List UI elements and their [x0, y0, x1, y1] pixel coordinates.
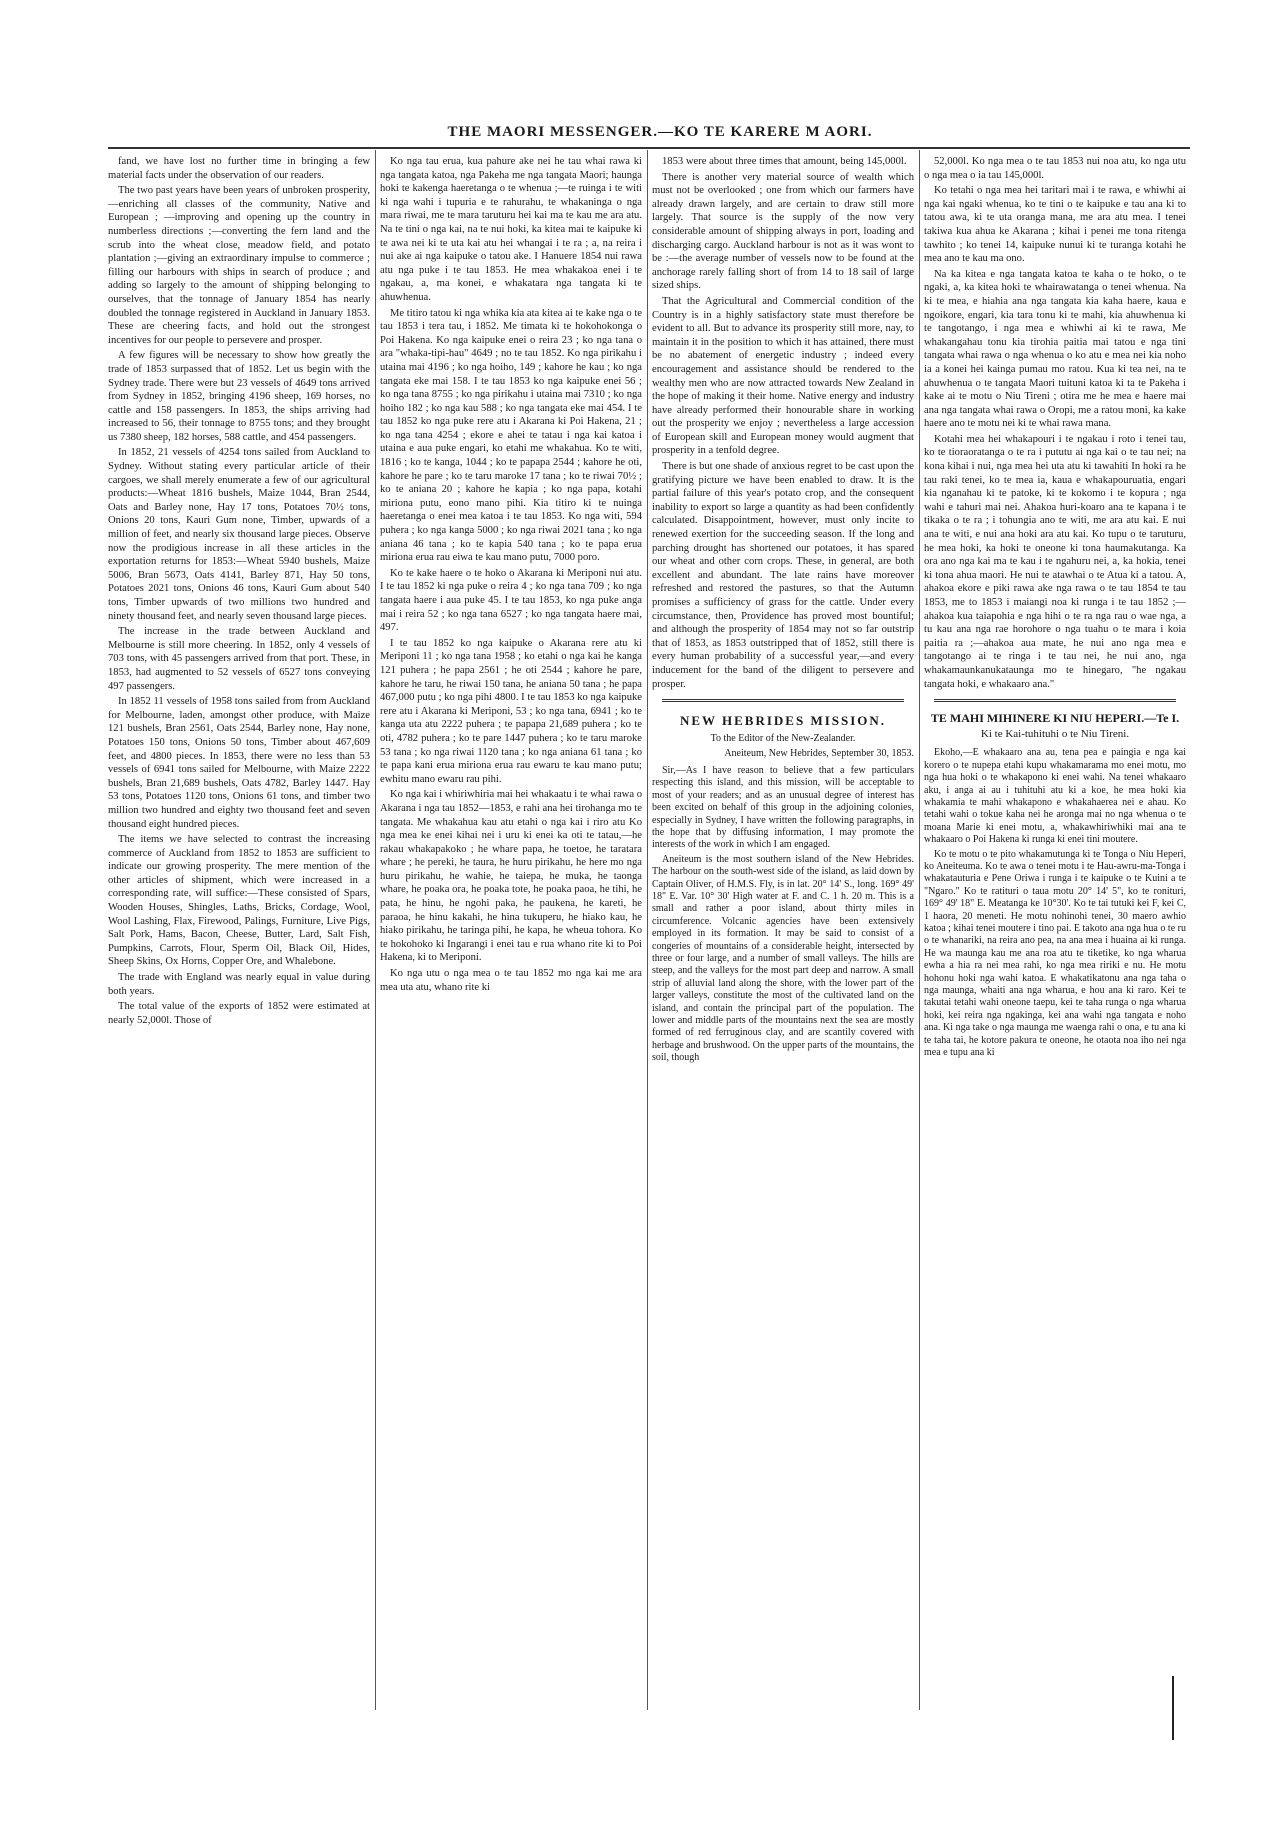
- column-divider: [375, 150, 376, 1710]
- section-rule: [934, 699, 1176, 702]
- masthead-rule: [108, 147, 1190, 149]
- paragraph: The total value of the exports of 1852 were estimated at nearly 52,000l. Those of: [108, 1001, 370, 1026]
- paragraph: There is another very material source of wealth which must not be overlooked ; one from which our farmers have already drawn largely, and are certain to draw still more largely. That source is the supply of the now very considerable amount of shipping always in port, loading and discharging cargo. Auckland harbour is not as it was wont to be :—the average number of vessels now to be found at the anchorage rarely falling short of from 14 to 18 sail of large sized ships.: [652, 171, 914, 292]
- paragraph: Aneiteum is the most southern island of the New Hebrides. The harbour on the south-west side of the island, as laid down by Captain Oliver, of H.M.S. Fly, is in lat. 20° 14' S., long. 169° 49' 18" E. Var. 10° 30' High water at F. and C. 1 h. 20 m. This is a small and rather a poor island, about thirty miles in circumference. Volcanic agencies have been extensively employed in its formation. It may be said to consist of a congeries of mountains of a considerable height, intersected by three or four large, and a number of small valleys. The hills are steep, and the valleys for the most part deep and narrow. A small strip of alluvial land along the shore, with the lower part of the larger valleys, constitute the most of the cultivated land on the island, and contain the principal part of the population. The lower and middle parts of the mountains next the sea are mostly formed of red ferruginous clay, and are scantily covered with herbage and brushwood. On the upper parts of the mountains, the soil, though: [652, 853, 914, 1064]
- mission-title: NEW HEBRIDES MISSION.: [679, 713, 887, 729]
- maori-mission-addressee: Ki te Kai-tuhituhi o te Niu Tireni.: [980, 727, 1130, 740]
- paragraph: Kotahi mea hei whakapouri i te ngakau i roto i tenei tau, ko te tioraoratanga o te ra i pututu ai nga kai o te tau nei; na kona kihai i nui, nga mea hei uta atu ki tawahiti In hoki ra he tau raki tenei, ko te mea ia, kaua e whakapouruatia, engari kia nganahau ki te patoke, ki te kokomo i te kopura ; nga wahi e tahuri mai nei. Ahakoa huri-koaro ana te kapana i te tikaka o te ra ; i tohungia ano te witi, me ara atu kai. E nui ana te witi, e nui ana hoki ara atu kai. Ko tupu o te taruturu, he mea hoki, ka hoki te oneone ki tona haumakutanga. Ka ora ano nga kai ma te kau i te ngahuru nei, a, ka hokia, tenei ki tona ahua maori. He nui te atawhai o te Atua ki a tatou. A, ahakoa ekore e piki rawa ake nga rawa o te tau 1854 te tau 1853, me to 1853 i maiangi noa ki runga i te tau 1852 ;—ahakoa kua taiapohia e nga hihi o te ra nga rau o wae nga, a tu kau ana nga rae horohore o nga tuahu o te mara i koia paitia ra ;—ahakoa aua mate, he nui ano nga mea e tangotango ai te ringa i te tau nei, he nui ano, nga whakamaunkanukataunga mo te hinegaro, "he ngakau tangata hoki, e whakaaro ana.": [924, 433, 1186, 690]
- paragraph: 1853 were about three times that amount, being 145,000l.: [662, 156, 907, 167]
- paragraph: Ko nga utu o nga mea o te tau 1852 mo nga kai me ara mea uta atu, whano rite ki: [380, 968, 642, 993]
- mission-addressee: To the Editor of the New-Zealander.: [710, 732, 856, 744]
- maori-mission-title: TE MAHI MIHINERE KI NIU HEPERI.—Te I.: [930, 711, 1180, 726]
- column-1: [108, 155, 370, 1725]
- paragraph: Me titiro tatou ki nga whika kia ata kitea ai te kake nga o te tau 1853 i tera tau, i 1852. Me timata ki te hokohokonga o Poi Hakena. Ko nga kaipuke enei o reira 23 ; ko nga tana o ara "whaka-tipi-hau" 4649 ; no te tau 1852. Ko nga pirikahu i utaina mai 4196 ; ko nga hoiho, 149 ; kahore he kau ; ko nga tangata eke mai 158. I te tau 1853 ko nga kaipuke enei 56 ; ko nga tana 8755 ; ko nga pirikahu i utaina mai 7310 ; ko nga hoiho 182 ; ko nga kau 588 ; ko nga tangata eke mai 454. I te tau 1852 ko nga puke rere atu i Akarana ki Poi Hakena, 21 ; ko nga tana 4254 ; ekore e ahei te tatau i nga kai katoa i utaina e aua puke engari, ko etahi me whakahua. Ko te witi, 1816 ; ko te kanga, 1044 ; ko te papapa 2544 ; kahore he oti, kahore he pare ; ko te taru maroke 17 tana ; ko te riwai 70½ ; ko te aniana 20 ; kahore he kapia ; ko nga papa, kotahi miriona putu, eono mano pihi. Kia titiro ki te nuinga haeretanga o enei mea katoa i te tau 1853. Ko nga witi, 594 puhera ; ko nga kanga 5000 ; ko nga riwai 2021 tana ; ko nga aniana 46 tana ; ko te kapia 540 tana ; ko te papa erua miriona erua rau eiwa te kau mano putu, 7000 poro.: [380, 307, 642, 564]
- margin-mark: [1172, 1676, 1174, 1740]
- paragraph: Ko te kake haere o te hoko o Akarana ki Meriponi nui atu. I te tau 1852 ki nga puke o reira 4 ; ko nga tana 709 ; ko nga tangata haere i aua puke 45. I te tau 1853, ko nga puke anga mai i reira 52 ; ko nga tana 6527 ; ko nga tangata haere mai, 497.: [380, 567, 642, 634]
- masthead: THE MAORI MESSENGER.—KO TE KARERE M AORI.: [447, 124, 873, 140]
- paragraph: In 1852, 21 vessels of 4254 tons sailed from Auckland to Sydney. Without stating every particular article of their cargoes, we shall merely enumerate a few of our agricultural products:—Wheat 1816 bushels, Maize 1044, Bran 2544, Oats and Barley none, Hay 17 tons, Potatoes 70½ tons, Onions 20 tons, Kauri Gum none, Timber, upwards of a million of feet, and nearly six thousand large pieces. Observe now the prodigious increase in all these articles in the exportation returns for 1853:—Wheat 5940 bushels, Maize 5006, Bran 5673, Oats 4141, Barley 871, Hay 50 tons, Potatoes 2021 tons, Onions 46 tons, Kauri Gum about 540 tons, Timber upwards of two millions two hundred and ninety thousand feet, and nearly seven thousand large pieces.: [108, 447, 370, 622]
- column-3: [652, 155, 914, 1725]
- column-2: [380, 155, 642, 1725]
- paragraph: A few figures will be necessary to show how greatly the trade of 1853 surpassed that of 1852. Let us begin with the Sydney trade. There were but 23 vessels of 4649 tons arrived from Sydney in 1852, bringing 4196 sheep, 169 horses, no cattle and 158 passengers. In 1853, the ships arriving had increased to 56, their tonnage to 8755 tons; and they brought us 7380 sheep, 182 horses, 588 cattle, and 454 passengers.: [108, 350, 370, 443]
- paragraph: I te tau 1852 ko nga kaipuke o Akarana rere atu ki Meriponi 11 ; ko nga tana 1958 ; ko etahi o nga kai he kanga 121 puhera ; he papa 2561 ; he oti 2544 ; kahore he pare, kahore he taru, he riwai 150 tana, he aniana 50 tana ; he papa 467,000 putu ; ko nga pihi 4800. I te tau 1853 ko nga kaipuke rere atu i Akarana ki Meriponi, 53 ; ko nga tana, 6941 ; ko te kanga uta atu 2222 puhera ; te papapa 21,689 puhera ; ko te oti, 4782 puhera ; ko te pare 1447 puhera ; ko te taru maroke 53 tana ; ko nga riwai 1120 tana ; ko nga aniana 61 tana ; ko te papa kani erua miriona erua rau ewaru te kau mano putu; ewhitu mano ewaru rau pihi.: [380, 637, 642, 785]
- paragraph: Sir,—As I have reason to believe that a few particulars respecting this island, and this mission, will be acceptable to most of your readers; and as an unusual degree of interest has been excited on behalf of this group in the adjoining colonies, especially in Sydney, I have written the following paragraphs, in the hope that by diffusing information, I may promote the interests of the work in which I am engaged.: [652, 764, 914, 851]
- column-divider: [919, 150, 920, 1710]
- paragraph: 52,000l. Ko nga mea o te tau 1853 nui noa atu, ko nga utu o nga mea o ia tau 145,000l.: [924, 156, 1186, 181]
- column-divider: [647, 150, 648, 1710]
- paragraph: The two past years have been years of unbroken prosperity,—enriching all classes of the community, Native and European ; —improving and opening up the country in numberless directions ;—converting the fern land and the scrub into the wheat close, meadow field, and potato plantation ;—giving an extraordinary impulse to commerce ; filling our harbours with ships in search of produce ; and adding so largely to the amount of shipping belonging to ourselves, that the tonnage of January 1854 has nearly doubled the tonnage registered in Auckland in January 1853. These are cheering facts, and hold out the strongest incentives for our people to persevere and prosper.: [108, 185, 370, 346]
- paragraph: Ko nga kai i whiriwhiria mai hei whakaatu i te whai rawa o Akarana i nga tau 1852—1853, e rahi ana hei tirohanga mo te tangata. Me whakahua kau atu etahi o nga kai i riro atu Ko nga mea ke enei kihai nei i uru ki enei ka oti te tatau,—he rakau whakapakoko ; he whare papa, he toetoe, he taratara whare ; he pereki, he taura, he huru pirikahu, he here mo nga huru pirikahu, he wahie, he taiepa, he muka, he taonga whare, he poaka ora, he poaka tote, he poaka paoa, he tihi, he pata, he hinu, he ngohi paka, he paukena, he kareti, he paraoa, he hinu kakahi, he hina tukuperu, he hiako kau, he hiako pirikahu, he taringa pihi, he kapa, he wheua tohora. Ko te hokohoko ki Ingarangi i enei tau e rua whano rite ki to Poi Hakena, ki to Meriponi.: [380, 789, 642, 964]
- paragraph: Ekoho,—E whakaaro ana au, tena pea e paingia e nga kai korero o te nupepa etahi kupu whakamarama mo enei motu, mo nga hua hoki o te whakapono ki enei wahi. Na tenei whakaaro aku, i anga ai au i tuhituhi atu ki a koe, he mea hoki kia whakamia te mahi whakapono e whakahaerea nei e ahau. Ko tetahi wahi o tokue kaha nei he aronga mai no nga whenua o te moana Marie ki enei motu, a, whakawhiriwhiki mai ana te whakaaro o Poi Hakena ki runga ki enei tini moutere.: [924, 747, 1186, 846]
- paragraph: Na ka kitea e nga tangata katoa te kaha o te hoko, o te ngaki, a, ka kitea hoki te whairawatanga o tenei whenua. Na ki te mea, e hiahia ana nga tangata kia kaha haere, kaua e ngoikore, engari, kia tara tonu ki te mahi, kia ahuwhenua ki te tangotango, i nga mea e whiwhi ai ki te rawa, Me whakangahau tonu kia tirohia paitia mai tatou e nga tini tangata whai rawa o nga whenua o ko atu e mea nei kia noho ia a konei hei kainga pumau mo ratou. Kua ki tea nei, na te ahuwhenua o te tangata Maori tuituni katoa ki ta te Pakeha i kake ai te motu o Niu Tireni ; otira me he mea e haere mai ana nga tangata whai rawa o Oropi, me a ratou moni, ka kake haere ano te motu nei ki te whai rawa mana.: [924, 268, 1186, 430]
- paragraph: The increase in the trade between Auckland and Melbourne is still more cheering. In 1852, only 4 vessels of 703 tons, with 45 passengers arrived from that port. These, in 1853, had augmented to 52 vessels of 6527 tons conveying 497 passengers.: [108, 626, 370, 692]
- section-rule: [662, 699, 904, 702]
- paragraph: Ko tetahi o nga mea hei taritari mai i te rawa, e whiwhi ai nga kai ngaki whenua, ko te tini o te kaipuke e tau ana ki to tatou awa, ki te uta oranga mana, me ara atu mea. I tenei takiwa kua ahua ke Akarana ; kihai i penei me tona ritenga tawhito ; ko tenei 14, kaipuke nunui ki te turanga kotahi he mea ano te kau ma ono.: [924, 185, 1186, 265]
- paragraph: Ko te motu o te pito whakamutunga ki te Tonga o Niu Heperi, ko Aneiteuma. Ko te awa o tenei motu i te Hau-awru-ma-Tonga i whakatauturia e Pene Oriwa i runga i te kaipuke o te Kuini a te "Ngaro." Ko te ratituri o taua motu 20° 14' 5", ko te ronituri, 169° 49' 18" E. Meatanga ke 10°30'. Ko te tai tutuki kei F, kei C, 1 haora, 20 meneti. He motu nohinohi tenei, 30 maero awhio katoa ; kihai tenei moutere i tino pai. E takoto ana nga hua o te ru o te whanariki, na reira ano pea, na ana mea i huaina ai ki runga. He wa maunga kau me ana roa atu te tiketike, ko nga wharua ewha a hia ra nei mea rahi, ko nga mea ririki e nu. He motu hohonu hoki nga wahi katoa. E whakatikatonu ana nga taha o nga maunga, whaiti ana nga wharua, e hou ana ki raro. Kei te takutai tetahi wahi oneone taepu, kei te taha runga o nga wharua hoki, kei reira nga ngakinga, kei ana wahi nga tangata e noho ana. Ki nga take o nga maunga me waenga rahi o ona, e tu ana ki te taha tai, he kotore pakura te oneone, he otaota noa iho nei nga mea e tupu ana ki: [924, 848, 1186, 1059]
- paragraph: fand, we have lost no further time in bringing a few material facts under the observation of our readers.: [108, 156, 370, 181]
- paragraph: The trade with England was nearly equal in value during both years.: [108, 972, 370, 997]
- paragraph: That the Agricultural and Commercial condition of the Country is in a highly satisfactory state must therefore be evident to all. But to advance its prosperity still more, nay, to maintain it in the position to which it has attained, there must be no abatement of energetic industry ; indeed every encouragement and assistance should be rendered to the wealthy men who are now attracted towards New Zealand in the hope of making it their home. Native energy and industry have already performed their honourable share in working out the prosperity we enjoy ; nevertheless a large accession of European skill and European money would augment that prosperity in a tenfold degree.: [652, 295, 914, 457]
- mission-dateline: Aneiteum, New Hebrides, September 30, 1853.: [724, 748, 914, 760]
- paragraph: Ko nga tau erua, kua pahure ake nei he tau whai rawa ki nga tangata katoa, nga Pakeha me nga tangata Maori; haunga hoki te kakenga haeretanga o te whenua ;—te ruinga i te witi ki nga wahi i tupuria e te rahurahu, te whakaninga o nga mara riwai, me te mara taruturu hei kai ma te kau me ara atu. Na te tini o nga kai, na te nui hoki, ka kitea mai te kaipuke ki te awa nei ki te uta kai atu hei whangai i te ra ; a, na reira i nui ake ai nga kaipuke o tatou ake. I Hanuere 1854 nui rawa atu nga puke i te tau 1853. He mea whakakoa enei i te ngakau, a, ma konei, e whakatara nga tangata ki te ahuwhenua.: [380, 156, 642, 303]
- paragraph: The items we have selected to contrast the increasing commerce of Auckland from 1852 to 1853 are sufficient to indicate our growing prosperity. The mere mention of the other articles of shipment, which were increased in a corresponding rate, will suffice:—These consisted of Spars, Wooden Houses, Shingles, Laths, Bricks, Cordage, Wool, Wool Lashing, Flax, Firewood, Palings, Furniture, Live Pigs, Salt Pork, Hams, Bacon, Cheese, Butter, Lard, Salt Fish, Pumpkins, Carrots, Flour, Sperm Oil, Black Oil, Hides, Sheep Skins, Ox Horns, Copper Ore, and Whalebone.: [108, 834, 370, 968]
- column-4: [924, 155, 1186, 1725]
- paragraph: In 1852 11 vessels of 1958 tons sailed from from Auckland for Melbourne, laden, amongst other produce, with Maize 121 bushels, Bran 2561, Oats 2544, Barley none, Hay none, Potatoes 150 tons, Onions 50 tons, Timber about 467,609 feet, and 4800 pieces. In 1853, there were no less than 53 vessels of 6941 tons sailed for Melbourne, with Maize 2222 bushels, Bran 21,689 bushels, Oats 4782, Barley 1447. Hay 53 tons, Potatoes 1120 tons, Onions 61 tons, and timber two million two hundred and eighty two thousand feet and seven thousand eight hundred pieces.: [108, 696, 370, 830]
- paragraph: There is but one shade of anxious regret to be cast upon the gratifying picture we have been enabled to draw. It is the partial failure of this year's potato crop, and the consequent inability to export so large a quantity as had been confidently calculated. Disappointment, however, must only incite to renewed exertion for the succeeding season. If the long and parching drought has shortened our potatoes, it has spared our wheat and other corn crops. These, in general, are both excellent and abundant. The late rains have moreover refreshed and restored the pastures, so that the Autumn promises a sufficiency of grass for the cattle. Under every circumstance, then, Providence has proved most bountiful; and although the prosperity of 1854 may not so far outstrip that of 1853, as 1853 outstripped that of 1852, still there is every human probability of a successful year,—and every inducement for the band of the diligent to persevere and prosper.: [652, 461, 914, 690]
